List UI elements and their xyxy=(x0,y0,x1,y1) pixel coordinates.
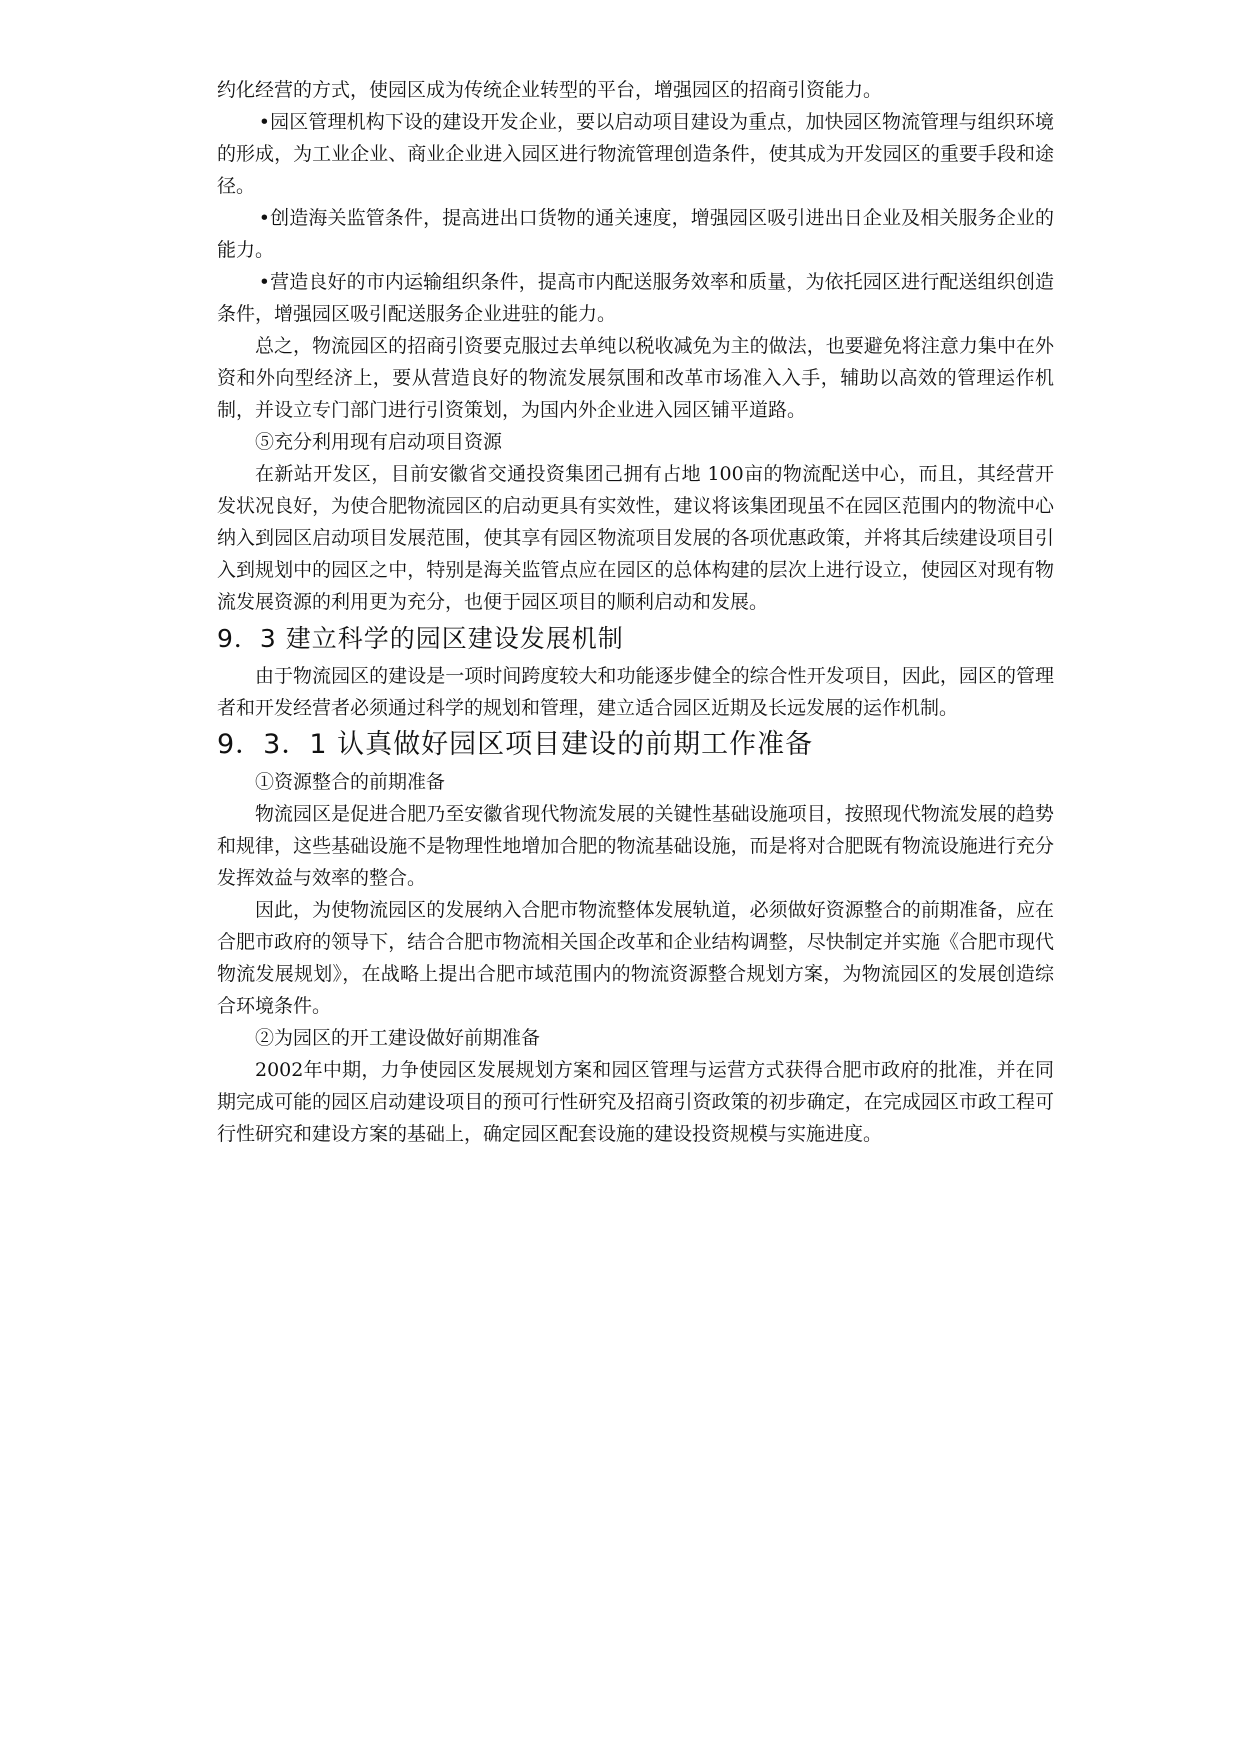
bullet-paragraph: •创造海关监管条件，提高进出口货物的通关速度，增强园区吸引进出日企业及相关服务企业的能力。 xyxy=(217,207,1054,261)
bullet-paragraph: •园区管理机构下设的建设开发企业，要以启动项目建设为重点，加快园区物流管理与组织环境的形成，为工业企业、商业企业进入园区进行物流管理创造条件，使其成为开发园区的重要手段和途径。 xyxy=(217,111,1054,197)
paragraph: 因此，为使物流园区的发展纳入合肥市物流整体发展轨道，必须做好资源整合的前期准备，应在合肥市政府的领导下，结合合肥市物流相关国企改革和企业结构调整，尽快制定并实施《合肥市现代物流发展规划》，在战略上提出合肥市域范围内的物流资源整合规划方案，为物流园区的发展创造综合环境条件。 xyxy=(217,899,1054,1017)
bullet-paragraph: •营造良好的市内运输组织条件，提高市内配送服务效率和质量，为依托园区进行配送组织创造条件，增强园区吸引配送服务企业进驻的能力。 xyxy=(217,271,1054,325)
subsection-heading: 9．3．1 认真做好园区项目建设的前期工作准备 xyxy=(217,729,814,760)
section-heading: 9．3 建立科学的园区建设发展机制 xyxy=(217,624,624,653)
paragraph: 由于物流园区的建设是一项时间跨度较大和功能逐步健全的综合性开发项目，因此，园区的管理者和开发经营者必须通过科学的规划和管理，建立适合园区近期及长远发展的运作机制。 xyxy=(217,665,1054,719)
paragraph: 总之，物流园区的招商引资要克服过去单纯以税收减免为主的做法，也要避免将注意力集中在外资和外向型经济上，要从营造良好的物流发展氛围和改革市场准入入手，辅助以高效的管理运作机制，并设立专门部门进行引资策划，为国内外企业进入园区铺平道路。 xyxy=(217,335,1054,421)
subheading: ⑤充分利用现有启动项目资源 xyxy=(255,431,503,453)
paragraph: 2002年中期，力争使园区发展规划方案和园区管理与运营方式获得合肥市政府的批准，并在同期完成可能的园区启动建设项目的预可行性研究及招商引资政策的初步确定，在完成园区市政工程可行性研究和建设方案的基础上，确定园区配套设施的建设投资规模与实施进度。 xyxy=(217,1059,1054,1145)
paragraph: 约化经营的方式，使园区成为传统企业转型的平台，增强园区的招商引资能力。 xyxy=(217,79,883,101)
paragraph: 在新站开发区，目前安徽省交通投资集团己拥有占地 100亩的物流配送中心，而且，其经营开发状况良好，为使合肥物流园区的启动更具有实效性，建议将该集团现虽不在园区范围内的物流中心纳入到园区启动项目发展范围，使其享有园区物流项目发展的各项优惠政策，并将其后续建设项目引入到规划中的园区之中，特别是海关监管点应在园区的总体构建的层次上进行设立，使园区对现有物流发展资源的利用更为充分，也便于园区项目的顺利启动和发展。 xyxy=(217,463,1054,613)
subheading: ②为园区的开工建设做好前期准备 xyxy=(255,1027,541,1049)
document-page xyxy=(217,74,1054,1150)
paragraph: 物流园区是促进合肥乃至安徽省现代物流发展的关键性基础设施项目，按照现代物流发展的趋势和规律，这些基础设施不是物理性地增加合肥的物流基础设施，而是将对合肥既有物流设施进行充分发挥效益与效率的整合。 xyxy=(217,803,1054,889)
subheading: ①资源整合的前期准备 xyxy=(255,771,446,793)
